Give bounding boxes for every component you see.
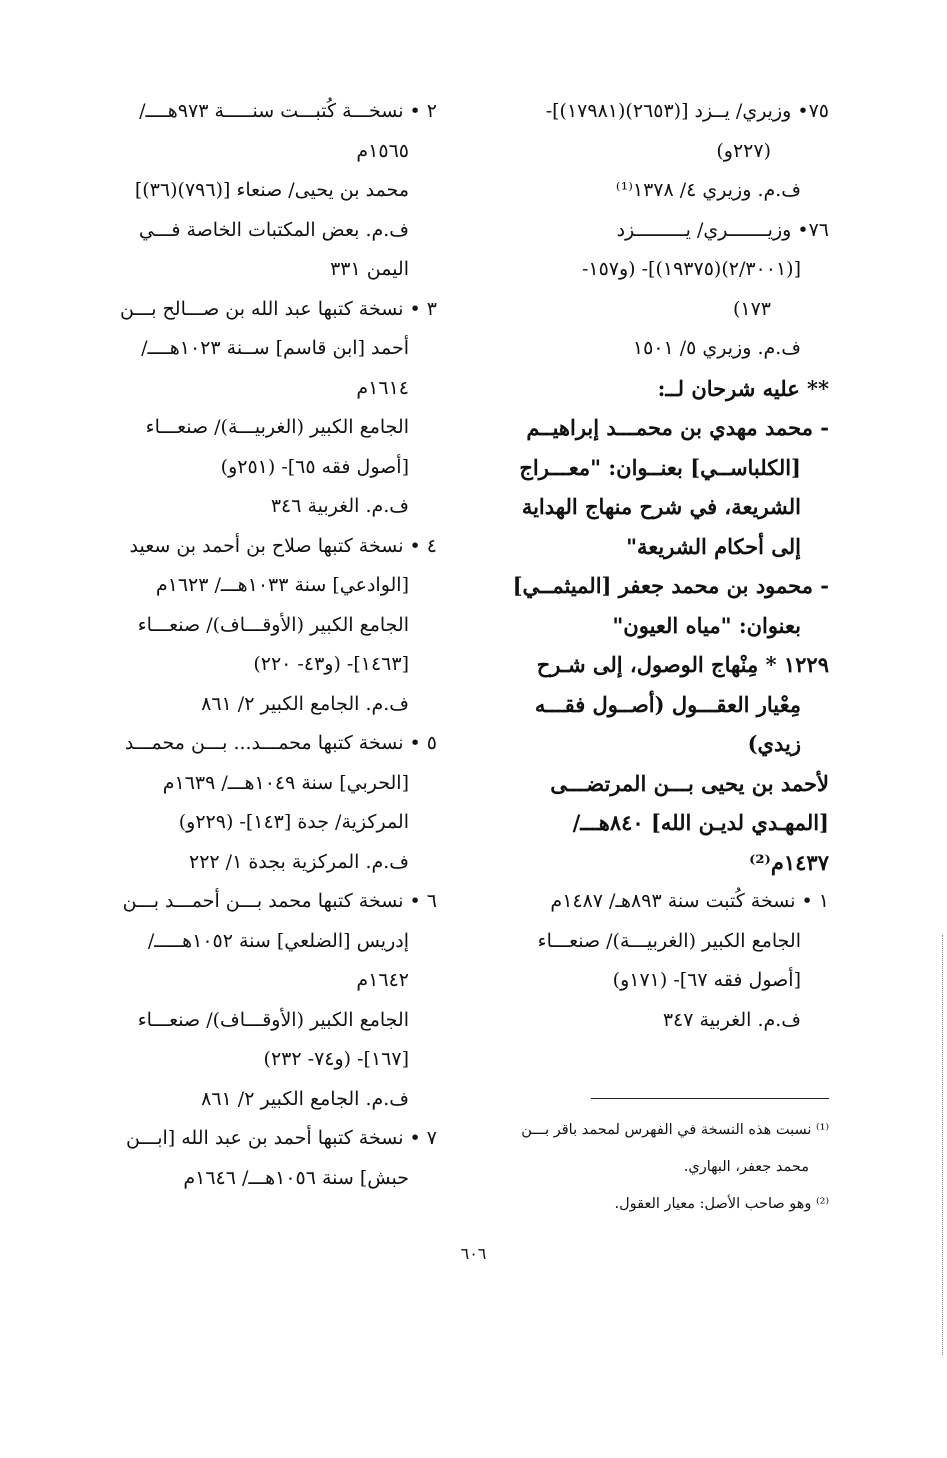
commentary-2-line-2: بعنوان: "مياه العيون" [612, 612, 801, 638]
copy-2-line-2: ١٥٦٥م [356, 139, 409, 162]
copy-2-line-4: ف.م. بعض المكتبات الخاصة فـــي [138, 218, 409, 241]
footnote-2: ⁽²⁾ وهو صاحب الأصل: معيار العقول. [614, 1196, 829, 1212]
copy-3-microfilm: ف.م. الغربية ٣٤٦ [270, 495, 409, 517]
right-column [479, 92, 829, 1040]
entry-75-microfilm: ف.م. وزيري ٤/ ١٣٧٨⁽¹⁾ [615, 179, 801, 201]
left-column [77, 92, 437, 1198]
copy-3-line-2: أحمد [ابن قاسم] ســنة ١٠٢٣هــــ/ [141, 337, 409, 359]
copy-4-microfilm: ف.م. الجامع الكبير ٢/ ٨٦١ [201, 692, 409, 715]
copy-3-line-1: ٣ • نسخة كتبها عبد الله بن صـــالح بـــن [120, 297, 437, 320]
commentary-1-line-2: [الكلباســي] بعنــوان: "معـــراج [519, 454, 801, 480]
entry-75-line-1: ٧٥• وزيري/ يــزد [(٢٦٥٣)(١٧٩٨١)]- [545, 100, 829, 122]
copy-5-microfilm: ف.م. المركزية بجدة ١/ ٢٢٢ [189, 850, 409, 873]
commentary-1-line-3: الشريعة، في شرح منهاج الهداية [521, 494, 801, 519]
copy-4-line-2: [الوادعي] سنة ١٠٣٣هـــ/ ١٦٢٣م [155, 574, 409, 596]
footnotes [459, 1112, 829, 1223]
copy-3-line-3: ١٦١٤م [356, 376, 409, 399]
copy-1-line-1: ١ • نسخة كُتبت سنة ٨٩٣هـ/ ١٤٨٧م [550, 890, 829, 912]
copy-6-line-5: [١٦٧]- (و٧٤- ٢٣٢) [263, 1048, 409, 1070]
copy-2-line-1: ٢ • نسخـــة كُتبـــت سنـــــة ٩٧٣هــــ/ [139, 100, 437, 122]
copy-3-line-4: الجامع الكبير (الغربيـــة)/ صنعـــاء [145, 416, 409, 438]
entry-1229-author-line-2: [المهـدي لديـن الله] ٨٤٠هـــ/ [572, 810, 829, 835]
copy-6-microfilm: ف.م. الجامع الكبير ٢/ ٨٦١ [201, 1087, 409, 1110]
copy-4-line-3: الجامع الكبير (الأوقـــاف)/ صنعـــاء [137, 613, 409, 636]
footnote-1-line-2: محمد جعفر، البهاري. [683, 1159, 809, 1175]
copy-5-line-2: [الحربي] سنة ١٠٤٩هـــ/ ١٦٣٩م [162, 771, 409, 794]
copy-5-line-1: ٥ • نسخة كتبها محمـــد... بـــن محمـــد [124, 732, 437, 754]
footnote-1-line-1: ⁽¹⁾ نسبت هذه النسخة في الفهرس لمحمد باقر بـــن [521, 1122, 829, 1138]
footnote-divider [591, 1098, 829, 1099]
copy-1-microfilm: ف.م. الغربية ٣٤٧ [662, 1008, 801, 1031]
copy-1-line-3: [أصول فقه ٦٧]- (١٧١و) [612, 969, 801, 991]
copy-6-line-1: ٦ • نسخة كتبها محمد بـــن أحمـــد بـــن [122, 890, 437, 912]
entry-76-line-1: ٧٦• وزيـــــــري/ يـــــــــزد [616, 218, 829, 241]
entry-76-line-3: ١٧٣) [732, 297, 771, 320]
commentary-2-line-1: - محمود بن محمد جعفر [الميثمــي] [512, 573, 829, 598]
entry-1229-title-line-3: زيدي) [747, 731, 801, 756]
commentaries-heading: ** عليه شرحان لــ: [657, 375, 829, 401]
copy-6-line-4: الجامع الكبير (الأوقـــاف)/ صنعـــاء [137, 1008, 409, 1031]
copy-5-line-3: المركزية/ جدة [١٤٣]- (٢٢٩و) [178, 811, 409, 833]
page-number: ٦٠٦ [460, 1244, 487, 1263]
entry-1229-title-line-1: ١٢٢٩ * مِنْهاج الوصول، إلى شـرح [536, 652, 829, 677]
copy-7-line-2: حبش] سنة ١٠٥٦هـــ/ ١٦٤٦م [183, 1166, 409, 1189]
entry-75-line-2: (٢٢٧و) [716, 139, 771, 162]
commentary-1-line-4: إلى أحكام الشريعة" [626, 533, 801, 559]
copy-2-line-3: محمد بن يحيى/ صنعاء [(٧٩٦)(٣٦)] [134, 179, 409, 201]
entry-76-line-2: [(٢/٣٠٠١)(١٩٣٧٥)]- (و١٥٧- [581, 258, 801, 280]
entry-1229-author-line-1: لأحمد بن يحيى بـــن المرتضـــى [550, 770, 829, 796]
commentary-1-line-1: - محمد مهدي بن محمـــد إبراهيــم [526, 415, 829, 440]
scan-edge-dots [942, 935, 943, 1355]
entry-1229-author-line-3: ١٤٣٧م⁽²⁾ [749, 849, 829, 875]
entry-76-microfilm: ف.م. وزيري ٥/ ١٥٠١ [632, 337, 801, 359]
copy-3-line-5: [أصول فقه ٦٥]- (٢٥١و) [220, 455, 409, 478]
copy-4-line-1: ٤ • نسخة كتبها صلاح بن أحمد بن سعيد [129, 534, 437, 557]
copy-7-line-1: ٧ • نسخة كتبها أحمد بن عبد الله [ابـــن [126, 1127, 437, 1149]
copy-6-line-2: إدريس [الضلعي] سنة ١٠٥٢هـــــ/ [147, 929, 409, 952]
copy-1-line-2: الجامع الكبير (الغربيـــة)/ صنعـــاء [537, 929, 801, 952]
copy-6-line-3: ١٦٤٢م [356, 969, 409, 991]
copy-2-line-5: اليمن ٣٣١ [330, 258, 409, 280]
entry-1229-title-line-2: مِعْيار العقـــول (أصــول فقـــه [534, 691, 801, 717]
copy-4-line-4: [١٤٦٣]- (و٤٣- ٢٢٠) [253, 653, 409, 675]
